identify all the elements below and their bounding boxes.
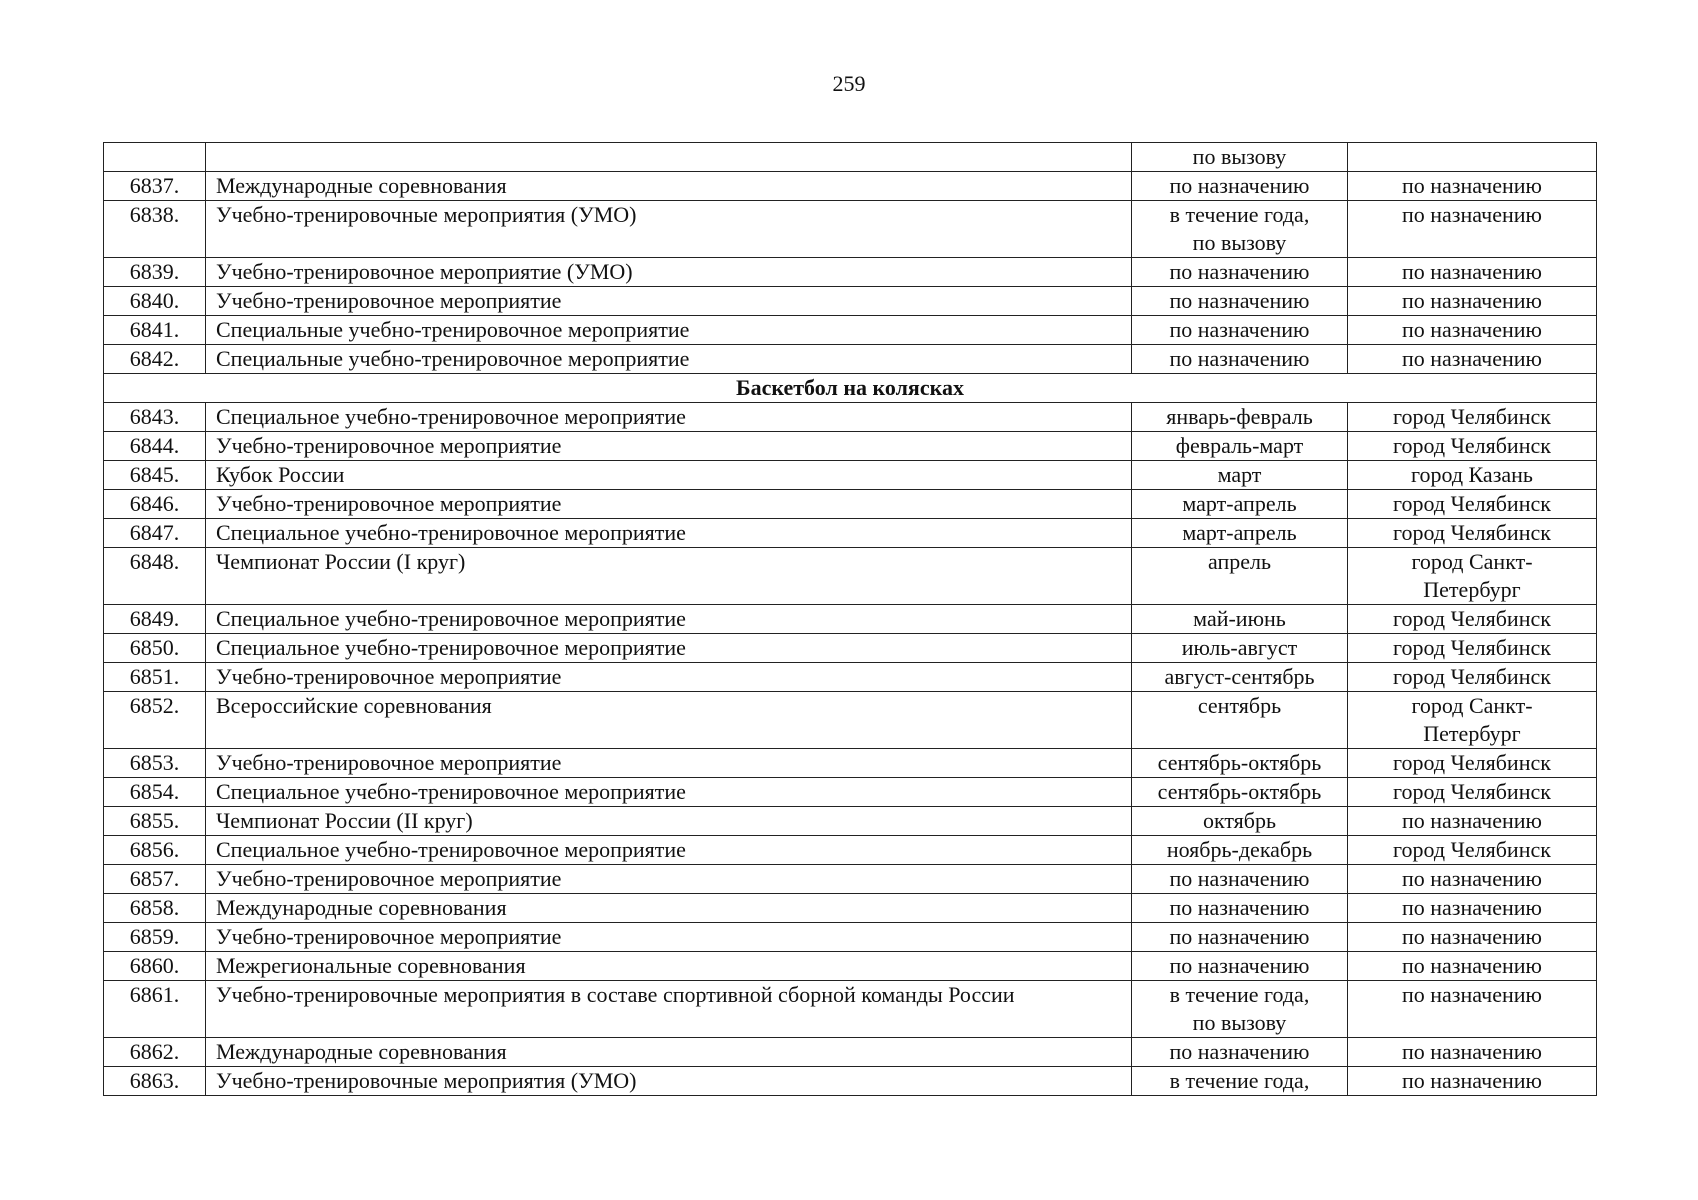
event-place [1348,1067,1597,1096]
event-name: Всероссийские соревнования [206,692,1132,749]
event-dates-line: по назначению [1169,1039,1310,1064]
event-dates [1132,519,1348,548]
event-dates [1132,692,1348,749]
row-number: 6848. [104,548,206,605]
row-number: 6847. [104,519,206,548]
row-number: 6837. [104,172,206,201]
event-place [1348,605,1597,634]
event-dates [1132,981,1348,1038]
event-dates-line: май-июнь [1193,606,1286,631]
event-dates-line: по назначению [1169,173,1310,198]
event-place [1348,490,1597,519]
event-dates-line: август-сентябрь [1164,664,1315,689]
row-number: 6853. [104,749,206,778]
table-row [104,952,1597,981]
event-name: Международные соревнования [206,894,1132,923]
table-row [104,461,1597,490]
event-dates-line: март [1217,462,1262,487]
event-place-line: по назначению [1402,1068,1542,1093]
event-name: Учебно-тренировочное мероприятие [206,490,1132,519]
event-name: Межрегиональные соревнования [206,952,1132,981]
event-dates-line: сентябрь-октябрь [1157,750,1322,775]
event-dates-line: в течение года, [1169,202,1310,227]
event-dates [1132,172,1348,201]
event-place-line: Петербург [1423,577,1521,602]
table-row [104,981,1597,1038]
event-dates-line: в течение года, [1169,1068,1310,1093]
event-place-line: по назначению [1402,346,1542,371]
table-row [104,548,1597,605]
row-number: 6849. [104,605,206,634]
table-row [104,778,1597,807]
event-place-line: город Челябинск [1393,404,1551,429]
event-name: Специальное учебно-тренировочное мероприятие [206,605,1132,634]
event-place-line: город Челябинск [1393,750,1551,775]
row-number: 6845. [104,461,206,490]
event-name: Специальное учебно-тренировочное мероприятие [206,403,1132,432]
table-row [104,836,1597,865]
event-dates [1132,490,1348,519]
event-dates-line: по вызову [1192,144,1287,169]
event-place-line: город Челябинск [1393,837,1551,862]
row-number: 6857. [104,865,206,894]
event-place [1348,692,1597,749]
event-place-line: по назначению [1402,288,1542,313]
event-place [1348,461,1597,490]
event-name: Специальное учебно-тренировочное мероприятие [206,519,1132,548]
event-dates [1132,201,1348,258]
row-number: 6859. [104,923,206,952]
event-name: Чемпионат России (I круг) [206,548,1132,605]
row-number: 6842. [104,345,206,374]
event-dates-line: по назначению [1169,924,1310,949]
event-dates [1132,287,1348,316]
table-row [104,749,1597,778]
event-place [1348,894,1597,923]
event-place [1348,403,1597,432]
event-place-line: город Челябинск [1393,606,1551,631]
event-dates-line: по назначению [1169,866,1310,891]
row-number: 6840. [104,287,206,316]
event-place [1348,345,1597,374]
event-dates-line: по вызову [1192,1010,1287,1035]
event-dates-line: по вызову [1192,230,1287,255]
event-name: Учебно-тренировочное мероприятие [206,865,1132,894]
table-row [104,316,1597,345]
row-number: 6862. [104,1038,206,1067]
row-number: 6855. [104,807,206,836]
event-dates-line: март-апрель [1182,491,1297,516]
event-place-line: город Челябинск [1393,433,1551,458]
event-dates [1132,894,1348,923]
event-dates-line: по назначению [1169,259,1310,284]
event-dates [1132,605,1348,634]
event-dates [1132,143,1348,172]
event-place-line: город Челябинск [1393,520,1551,545]
event-place-line: по назначению [1402,895,1542,920]
event-name: Кубок России [206,461,1132,490]
event-dates [1132,923,1348,952]
row-number: 6858. [104,894,206,923]
event-dates-line: сентябрь-октябрь [1157,779,1322,804]
event-place-line: город Челябинск [1393,635,1551,660]
table-row [104,519,1597,548]
event-name: Учебно-тренировочные мероприятия (УМО) [206,1067,1132,1096]
table-row [104,287,1597,316]
event-place [1348,548,1597,605]
event-dates [1132,258,1348,287]
event-place [1348,1038,1597,1067]
event-dates [1132,663,1348,692]
section-header-row [104,374,1597,403]
event-place [1348,952,1597,981]
event-dates [1132,807,1348,836]
table-row [104,894,1597,923]
page-number: 259 [832,71,866,96]
section-title: Баскетбол на колясках [104,374,1597,403]
event-dates [1132,865,1348,894]
row-number: 6854. [104,778,206,807]
event-name: Международные соревнования [206,172,1132,201]
event-place [1348,519,1597,548]
event-name: Специальные учебно-тренировочное мероприятие [206,316,1132,345]
event-place-line: по назначению [1402,866,1542,891]
event-dates-line: март-апрель [1182,520,1297,545]
event-place-line: город Казань [1411,462,1533,487]
row-number: 6839. [104,258,206,287]
event-place [1348,981,1597,1038]
event-place [1348,143,1597,172]
event-place-line: по назначению [1402,808,1542,833]
row-number: 6861. [104,981,206,1038]
event-dates [1132,778,1348,807]
event-place-line: по назначению [1402,173,1542,198]
event-dates-line: сентябрь [1197,693,1282,718]
row-number: 6843. [104,403,206,432]
event-dates-line: апрель [1207,549,1272,574]
event-place [1348,807,1597,836]
event-dates [1132,345,1348,374]
row-number: 6856. [104,836,206,865]
event-dates-line: по назначению [1169,953,1310,978]
table-row [104,634,1597,663]
row-number: 6860. [104,952,206,981]
event-name: Международные соревнования [206,1038,1132,1067]
row-number: 6841. [104,316,206,345]
event-name: Специальное учебно-тренировочное мероприятие [206,634,1132,663]
event-place [1348,258,1597,287]
events-table [103,142,1597,1096]
event-dates [1132,432,1348,461]
table-row [104,807,1597,836]
event-place-line: по назначению [1402,1039,1542,1064]
events-table-body [104,143,1597,1096]
event-name: Учебно-тренировочные мероприятия (УМО) [206,201,1132,258]
event-place [1348,432,1597,461]
row-number: 6844. [104,432,206,461]
table-row [104,403,1597,432]
event-name: Учебно-тренировочные мероприятия в составе спортивной сборной команды России [206,981,1132,1038]
event-name [206,143,1132,172]
event-place [1348,287,1597,316]
row-number: 6852. [104,692,206,749]
event-dates [1132,316,1348,345]
event-dates-line: в течение года, [1169,982,1310,1007]
event-dates [1132,634,1348,663]
event-place-line: по назначению [1402,953,1542,978]
event-dates [1132,749,1348,778]
table-row [104,143,1597,172]
event-place [1348,836,1597,865]
event-place-line: по назначению [1402,317,1542,342]
table-row [104,1067,1597,1096]
event-name: Специальные учебно-тренировочное мероприятие [206,345,1132,374]
row-number: 6851. [104,663,206,692]
event-place-line: по назначению [1402,982,1542,1007]
table-row [104,663,1597,692]
event-name: Учебно-тренировочное мероприятие [206,432,1132,461]
event-name: Учебно-тренировочное мероприятие [206,287,1132,316]
table-row [104,258,1597,287]
event-dates-line: ноябрь-декабрь [1166,837,1313,862]
event-place-line: по назначению [1402,202,1542,227]
event-dates-line: июль-август [1181,635,1298,660]
table-row [104,172,1597,201]
event-place-line: по назначению [1402,924,1542,949]
event-dates-line: октябрь [1202,808,1277,833]
event-dates-line: по назначению [1169,288,1310,313]
row-number: 6838. [104,201,206,258]
table-row [104,490,1597,519]
event-dates [1132,461,1348,490]
event-name: Учебно-тренировочное мероприятие [206,923,1132,952]
event-place-line: город Челябинск [1393,491,1551,516]
event-dates-line: по назначению [1169,317,1310,342]
event-place-line: город Санкт- [1411,693,1533,718]
event-dates [1132,548,1348,605]
event-place-line: город Челябинск [1393,664,1551,689]
event-place [1348,316,1597,345]
event-place [1348,172,1597,201]
event-place-line: город Санкт- [1411,549,1533,574]
event-dates [1132,403,1348,432]
event-place [1348,923,1597,952]
row-number [104,143,206,172]
event-name: Учебно-тренировочное мероприятие (УМО) [206,258,1132,287]
table-row [104,923,1597,952]
event-dates [1132,836,1348,865]
event-place [1348,749,1597,778]
event-name: Учебно-тренировочное мероприятие [206,663,1132,692]
event-dates-line: по назначению [1169,895,1310,920]
table-row [104,605,1597,634]
event-place [1348,778,1597,807]
event-name: Специальное учебно-тренировочное мероприятие [206,778,1132,807]
events-table-container [103,142,1596,1096]
event-place [1348,865,1597,894]
table-row [104,865,1597,894]
event-dates [1132,1067,1348,1096]
event-name: Учебно-тренировочное мероприятие [206,749,1132,778]
table-row [104,201,1597,258]
table-row [104,432,1597,461]
event-place-line: город Челябинск [1393,779,1551,804]
event-dates-line: февраль-март [1175,433,1304,458]
event-dates [1132,952,1348,981]
event-dates-line: январь-февраль [1166,404,1313,429]
table-row [104,345,1597,374]
row-number: 6863. [104,1067,206,1096]
row-number: 6850. [104,634,206,663]
event-place [1348,201,1597,258]
event-dates-line: по назначению [1169,346,1310,371]
event-place-line: Петербург [1423,721,1521,746]
event-place-line [1352,143,1592,171]
event-place-line: по назначению [1402,259,1542,284]
row-number: 6846. [104,490,206,519]
event-name: Специальное учебно-тренировочное мероприятие [206,836,1132,865]
table-row [104,692,1597,749]
event-dates [1132,1038,1348,1067]
table-row [104,1038,1597,1067]
event-name: Чемпионат России (II круг) [206,807,1132,836]
event-place [1348,634,1597,663]
event-place [1348,663,1597,692]
